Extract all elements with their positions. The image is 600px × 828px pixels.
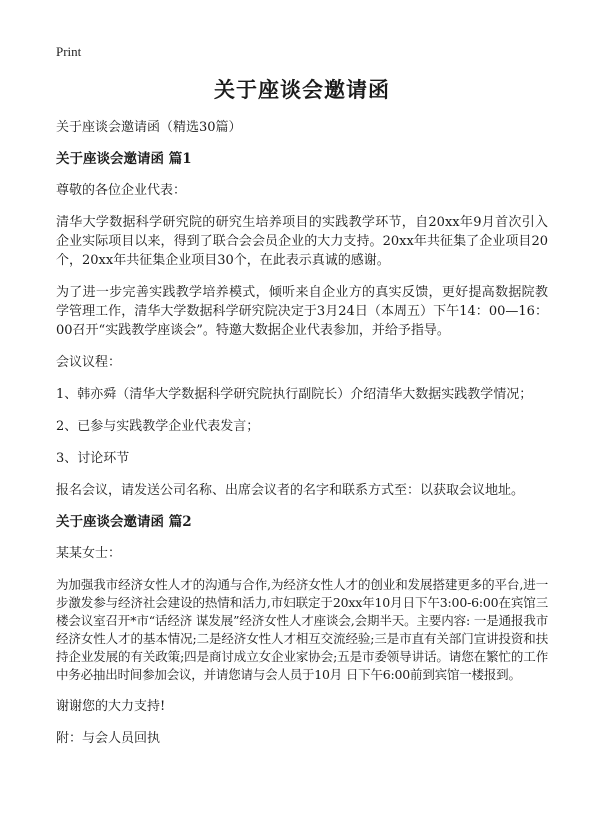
- print-label[interactable]: Print: [56, 44, 82, 59]
- document-subtitle: 关于座谈会邀请函（精选30篇）: [56, 120, 242, 135]
- section-1-salutation: 尊敬的各位企业代表：: [56, 183, 187, 198]
- attachment-line: 附：与会人员回执: [56, 731, 161, 746]
- section-1-paragraph-1: 清华大学数据科学研究院的研究生培养项目的实践教学环节，自20xx年9月首次引入企业实际项目以来，得到了联合会会员企业的大力支持。20xx年共征集了企业项目20个，20xx年共征集企业项目30个，在此表示真诚的感谢。: [56, 215, 548, 268]
- section-1-paragraph-2: 为了进一步完善实践教学培养模式，倾听来自企业方的真实反馈，更好提高数据院教学管理工作，清华大学数据科学研究院决定于3月24日（本周五）下午14：00—16：00召开“实践教学座谈会”。特邀大数据企业代表参加，并给予指导。: [56, 285, 548, 338]
- thanks-line: 谢谢您的大力支持!: [56, 699, 166, 714]
- section-2-heading: 关于座谈会邀请函 篇2: [56, 514, 192, 530]
- section-1-heading: 关于座谈会邀请函 篇1: [56, 151, 192, 167]
- document-title: 关于座谈会邀请函: [214, 77, 390, 102]
- registration-note: 报名会议，请发送公司名称、出席会议者的名字和联系方式至：以获取会议地址。: [56, 483, 525, 498]
- agenda-item-2: 2、已参与实践教学企业代表发言；: [56, 419, 260, 434]
- agenda-item-3: 3、讨论环节: [56, 451, 130, 466]
- section-2-salutation: 某某女士：: [56, 546, 122, 561]
- agenda-label: 会议议程：: [56, 355, 122, 370]
- section-2-paragraph-1: 为加强我市经济女性人才的沟通与合作,为经济女性人才的创业和发展搭建更多的平台,进一步激发参与经济社会建设的热情和活力,市妇联定于20xx年10月日下午3:00-6:00在宾馆三楼会议室召开*市“话经济 谋发展”经济女性人才座谈会,会期半天。主要内容: 一是通报我市经济女性人才的基本情况;二是经济女性人才相互交流经验;三是市直有关部门宣讲投资和扶持企业发展的有关政策;四是商讨成立女企业家协会;五是市委领导讲话。请您在繁忙的工作中务必抽出时间参加会议，并请您请与会人员于10月 日下午6:00前到宾馆一楼报到。: [56, 577, 548, 682]
- agenda-item-1: 1、韩亦舜（清华大学数据科学研究院执行副院长）介绍清华大数据实践教学情况；: [56, 387, 533, 402]
